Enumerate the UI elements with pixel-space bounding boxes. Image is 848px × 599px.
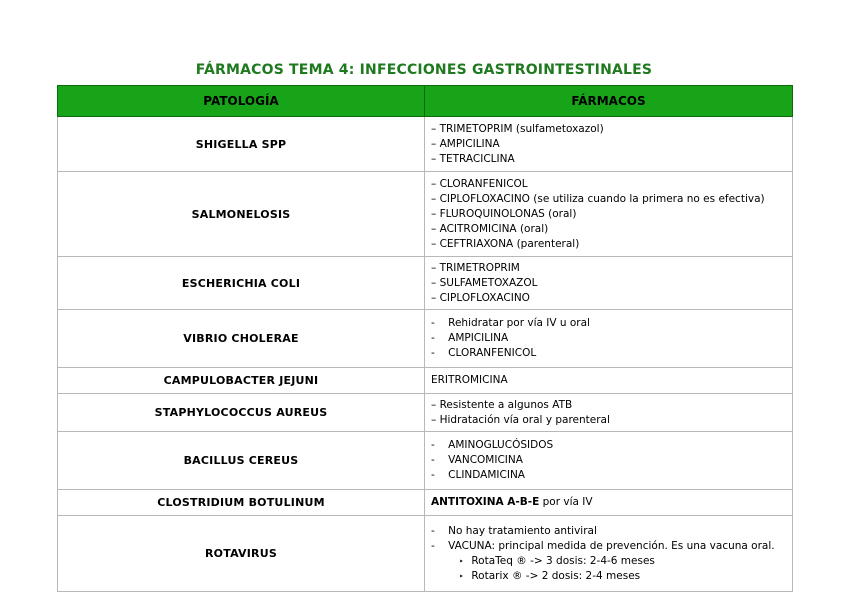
drug-item: - Rehidratar por vía IV u oral (431, 316, 786, 331)
drug-list (431, 438, 786, 483)
drug-list (431, 524, 786, 554)
drug-item: – TETRACICLINA (431, 152, 786, 167)
drugs-cell (425, 394, 793, 432)
drug-list (431, 316, 786, 361)
header-farmacos: FÁRMACOS (425, 86, 793, 117)
drug-bold-text: ANTITOXINA A-B-E (431, 496, 540, 508)
drug-text-rest: por vía IV (539, 496, 593, 508)
pathology-cell: SALMONELOSIS (58, 172, 425, 257)
drug-item: – CIPLOFLOXACINO (se utiliza cuando la primera no es efectiva) (431, 192, 786, 207)
table-row (58, 432, 793, 490)
page-title: FÁRMACOS TEMA 4: INFECCIONES GASTROINTESTINALES (195, 62, 653, 78)
drugs-cell (425, 368, 793, 394)
table-header-row (58, 86, 793, 117)
vaccine-item: ‣ RotaTeq ® -> 3 dosis: 2-4-6 meses (459, 554, 786, 569)
table-row (58, 310, 793, 368)
drugs-cell (425, 310, 793, 368)
drug-item: - AMINOGLUCÓSIDOS (431, 438, 786, 453)
drug-item: – TRIMETROPRIM (431, 261, 786, 276)
drug-item: – SULFAMETOXAZOL (431, 276, 786, 291)
drug-item: - AMPICILINA (431, 331, 786, 346)
drug-item: - No hay tratamiento antiviral (431, 524, 786, 539)
table-row (58, 368, 793, 394)
drug-list (431, 177, 786, 252)
drugs-cell (425, 117, 793, 172)
drug-item: – AMPICILINA (431, 137, 786, 152)
drugs-cell (425, 432, 793, 490)
drug-item: – Hidratación vía oral y parenteral (431, 413, 786, 428)
header-patologia: PATOLOGÍA (58, 86, 425, 117)
pathology-cell: BACILLUS CEREUS (58, 432, 425, 490)
drug-item: - VANCOMICINA (431, 453, 786, 468)
table-row (58, 394, 793, 432)
drug-text: ERITROMICINA (431, 374, 508, 386)
table-row (58, 172, 793, 257)
drug-table (57, 85, 793, 592)
drug-item: - VACUNA: principal medida de prevención. Es una vacuna oral. (431, 539, 786, 554)
pathology-cell: CLOSTRIDIUM BOTULINUM (58, 490, 425, 516)
drug-list (431, 398, 786, 428)
table-row (58, 490, 793, 516)
pathology-cell: VIBRIO CHOLERAE (58, 310, 425, 368)
vaccine-item: ‣ Rotarix ® -> 2 dosis: 2-4 meses (459, 569, 786, 584)
drugs-cell (425, 172, 793, 257)
table-row (58, 257, 793, 310)
drug-list (431, 122, 786, 167)
table-row (58, 516, 793, 592)
drugs-cell (425, 257, 793, 310)
vaccine-sub-list (431, 554, 786, 584)
pathology-cell: ROTAVIRUS (58, 516, 425, 592)
drug-item: – CLORANFENICOL (431, 177, 786, 192)
drug-item: – Resistente a algunos ATB (431, 398, 786, 413)
drug-item: – TRIMETOPRIM (sulfametoxazol) (431, 122, 786, 137)
pathology-cell: CAMPULOBACTER JEJUNI (58, 368, 425, 394)
drug-item: – CEFTRIAXONA (parenteral) (431, 237, 786, 252)
drug-text (431, 495, 786, 510)
drug-item: – CIPLOFLOXACINO (431, 291, 786, 306)
drug-item: - CLINDAMICINA (431, 468, 786, 483)
table-row (58, 117, 793, 172)
drug-list (431, 261, 786, 306)
pathology-cell: ESCHERICHIA COLI (58, 257, 425, 310)
drugs-cell (425, 516, 793, 592)
drug-item: – ACITROMICINA (oral) (431, 222, 786, 237)
drugs-cell (425, 490, 793, 516)
pathology-cell: STAPHYLOCOCCUS AUREUS (58, 394, 425, 432)
drug-item: – FLUROQUINOLONAS (oral) (431, 207, 786, 222)
pathology-cell: SHIGELLA SPP (58, 117, 425, 172)
drug-item: - CLORANFENICOL (431, 346, 786, 361)
